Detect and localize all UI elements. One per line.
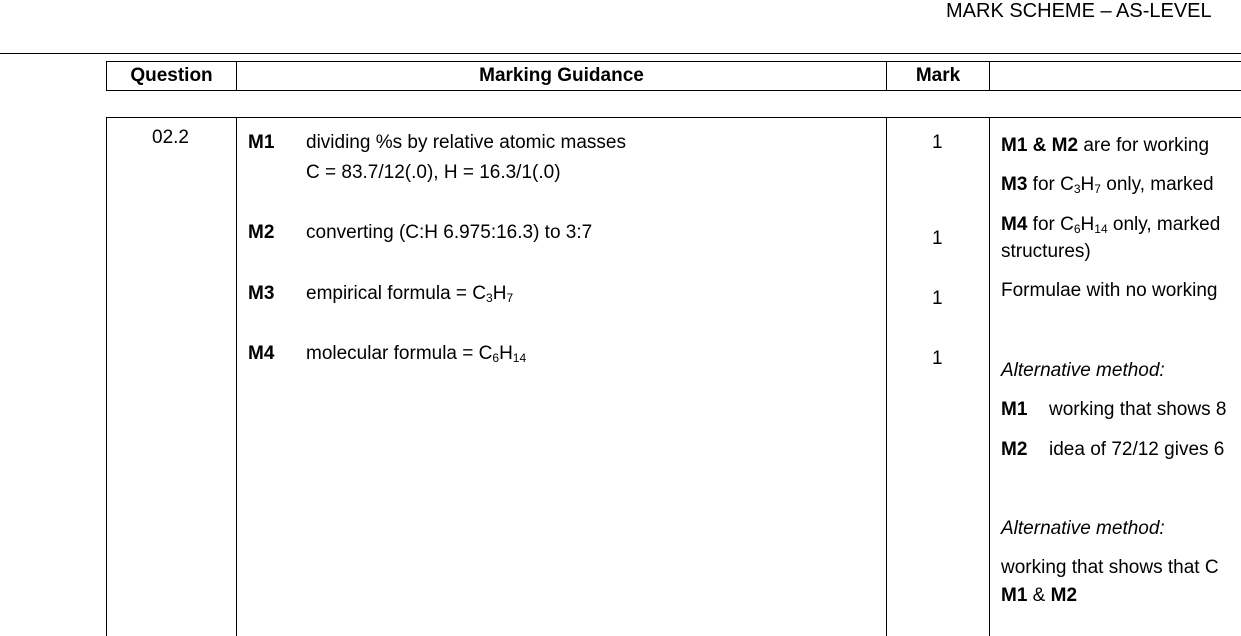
header-divider xyxy=(989,61,990,91)
comment-m4: M4 for $C_6H_{14}$ only, marked xyxy=(1001,214,1221,236)
row-divider xyxy=(989,117,990,636)
guidance-m3-text: empirical formula = $C_3H_7$ xyxy=(306,283,514,305)
running-header: MARK SCHEME – AS-LEVEL xyxy=(946,0,1212,22)
comment-m4-continued: structures) xyxy=(1001,241,1091,262)
alternative-method-heading: Alternative method: xyxy=(1001,360,1165,381)
comment-no-working: Formulae with no working xyxy=(1001,280,1218,301)
guidance-m4-label: M4 xyxy=(248,343,275,364)
row-divider xyxy=(236,117,237,636)
alternative-method-heading-2: Alternative method: xyxy=(1001,518,1165,539)
column-header-marking-guidance: Marking Guidance xyxy=(479,65,644,86)
guidance-m2-label: M2 xyxy=(248,222,275,243)
mark-m3: 1 xyxy=(932,288,943,309)
row-divider xyxy=(886,117,887,636)
comment-working: M1 & M2 are for working xyxy=(1001,135,1210,156)
guidance-m3-label: M3 xyxy=(248,283,275,304)
comment-m3: M3 for $C_3H_7$ only, marked xyxy=(1001,174,1214,196)
alternative-m1-text: working that shows 8 xyxy=(1049,399,1227,420)
guidance-m1-calc: C = 83.7/12(.0), H = 16.3/1(.0) xyxy=(306,162,561,183)
mark-m4: 1 xyxy=(932,348,943,369)
alternative-m2-text: idea of 72/12 gives 6 xyxy=(1049,439,1225,460)
guidance-m1-label: M1 xyxy=(248,132,275,153)
header-rule xyxy=(0,53,1241,54)
guidance-m1-text: dividing %s by relative atomic masses xyxy=(306,132,626,153)
guidance-m4-text: molecular formula = $C_6H_{14}$ xyxy=(306,343,527,365)
question-number: 02.2 xyxy=(152,127,189,148)
mark-m1: 1 xyxy=(932,132,943,153)
alternative-m1-label: M1 xyxy=(1001,399,1028,420)
alternative-2-text: working that shows that C xyxy=(1001,557,1219,578)
mark-m2: 1 xyxy=(932,228,943,249)
alternative-m2-label: M2 xyxy=(1001,439,1028,460)
guidance-m2-text: converting (C:H 6.975:16.3) to 3:7 xyxy=(306,222,593,243)
alternative-2-marks: M1 & M2 xyxy=(1001,585,1078,606)
column-header-question: Question xyxy=(130,65,213,86)
column-header-mark: Mark xyxy=(915,65,961,86)
